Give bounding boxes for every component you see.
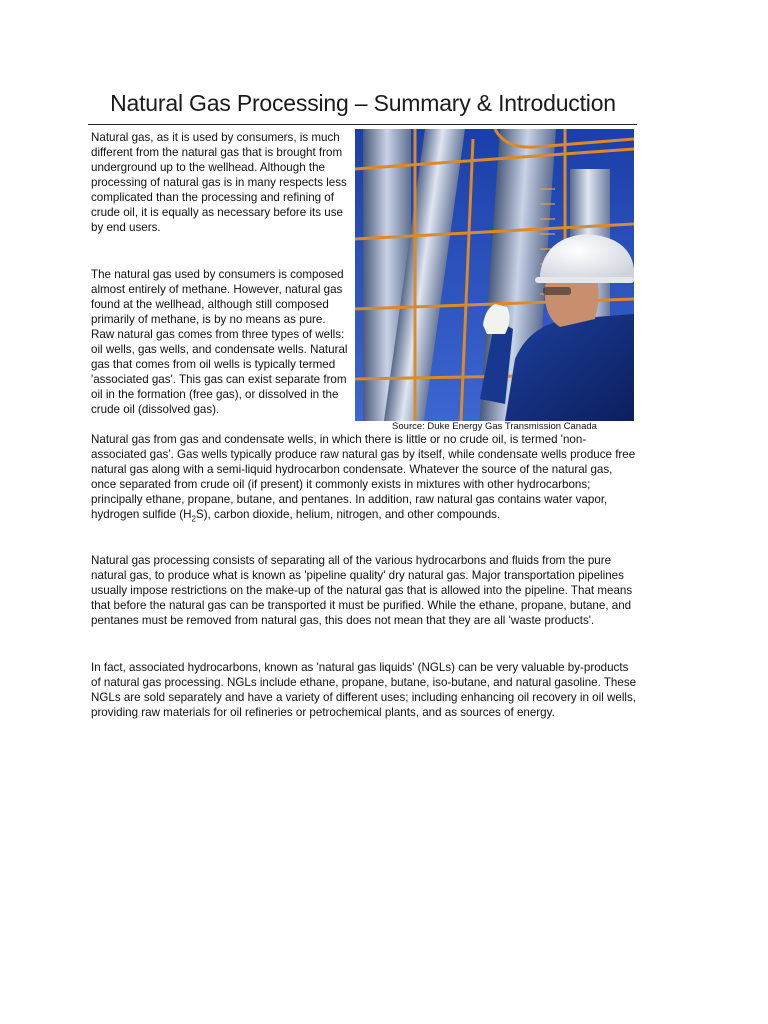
page-title: Natural Gas Processing – Summary & Introduction <box>110 90 616 116</box>
paragraph-2-continued <box>91 432 638 522</box>
title-rule <box>88 124 637 125</box>
paragraph-3: Natural gas processing consists of separating all of the various hydrocarbons and fluids from the pure natural gas, to produce what is known as 'pipeline quality' dry natural gas. Major transportation pipelines usually impose restrictions on the make-up of the natural gas that is allowed into the pipeline. That means that before the natural gas can be transported it must be purified. While the ethane, propane, butane, and pentanes must be removed from natural gas, this does not mean that they are all 'waste products'. <box>91 554 633 627</box>
paragraph-4: In fact, associated hydrocarbons, known as 'natural gas liquids' (NGLs) can be very valuable by-products of natural gas processing. NGLs include ethane, propane, butane, iso-butane, and natural gasoline. These NGLs are sold separately and have a variety of different uses; including enhancing oil recovery in oil wells, providing raw materials for oil refineries or petrochemical plants, and as sources of energy. <box>91 661 637 719</box>
paragraph-1: Natural gas, as it is used by consumers, is much different from the natural gas that is brought from underground up to the wellhead. Although the processing of natural gas is in many respects less complicated than the processing and refining of crude oil, it is equally as necessary before its use by end users. <box>91 131 347 234</box>
photo-caption: Source: Duke Energy Gas Transmission Canada <box>392 421 597 432</box>
gas-plant-photo <box>355 129 634 421</box>
subscript-2: 2 <box>191 514 196 524</box>
paragraph-2-text-b: S), carbon dioxide, helium, nitrogen, and other compounds. <box>196 508 501 521</box>
paragraph-2-text-a: Natural gas from gas and condensate wells, in which there is little or no crude oil, is termed 'non-associated gas'. Gas wells typically produce raw natural gas by itself, while condensate wells produce free natural gas along with a semi-liquid hydrocarbon condensate. Whatever the source of the natural gas, once separated from crude oil (if present) it commonly exists in mixtures with other hydrocarbons; principally ethane, propane, butane, and pentanes. In addition, raw natural gas contains water vapor, hydrogen sulfide (H <box>91 433 636 521</box>
paragraph-2-column: The natural gas used by consumers is composed almost entirely of methane. However, natural gas found at the wellhead, although still composed primarily of methane, is by no means as pure. Raw natural gas comes from three types of wells: oil wells, gas wells, and condensate wells. Natural gas that comes from oil wells is typically termed 'associated gas'. This gas can exist separate from oil in the formation (free gas), or dissolved in the crude oil (dissolved gas). <box>91 268 348 416</box>
